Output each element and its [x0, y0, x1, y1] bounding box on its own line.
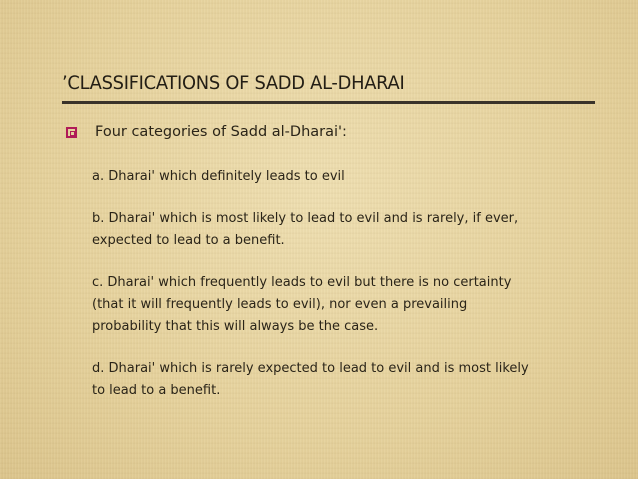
- category-item-a: [92, 166, 592, 188]
- slide-title: ’CLASSIFICATIONS OF SADD AL-DHARAI: [62, 72, 405, 94]
- category-line: b. Dharai' which is most likely to lead to evil and is rarely, if ever,: [92, 211, 519, 226]
- category-item-b: [92, 208, 592, 252]
- title-underline: [62, 101, 595, 104]
- category-list: [92, 166, 592, 422]
- category-item-d: [92, 358, 592, 402]
- category-line: probability that this will always be the case.: [92, 319, 379, 334]
- category-line: expected to lead to a benefit.: [92, 233, 285, 248]
- category-line: a. Dharai' which definitely leads to evil: [92, 169, 345, 184]
- bullet-text: Four categories of Sadd al-Dharai':: [95, 124, 347, 140]
- bullet-point: [66, 124, 347, 140]
- category-line: (that it will frequently leads to evil), nor even a prevailing: [92, 297, 468, 312]
- category-line: d. Dharai' which is rarely expected to lead to evil and is most likely: [92, 361, 529, 376]
- square-bullet-icon: [66, 127, 77, 138]
- category-item-c: [92, 272, 592, 338]
- category-line: c. Dharai' which frequently leads to evil but there is no certainty: [92, 275, 512, 290]
- category-line: to lead to a benefit.: [92, 383, 221, 398]
